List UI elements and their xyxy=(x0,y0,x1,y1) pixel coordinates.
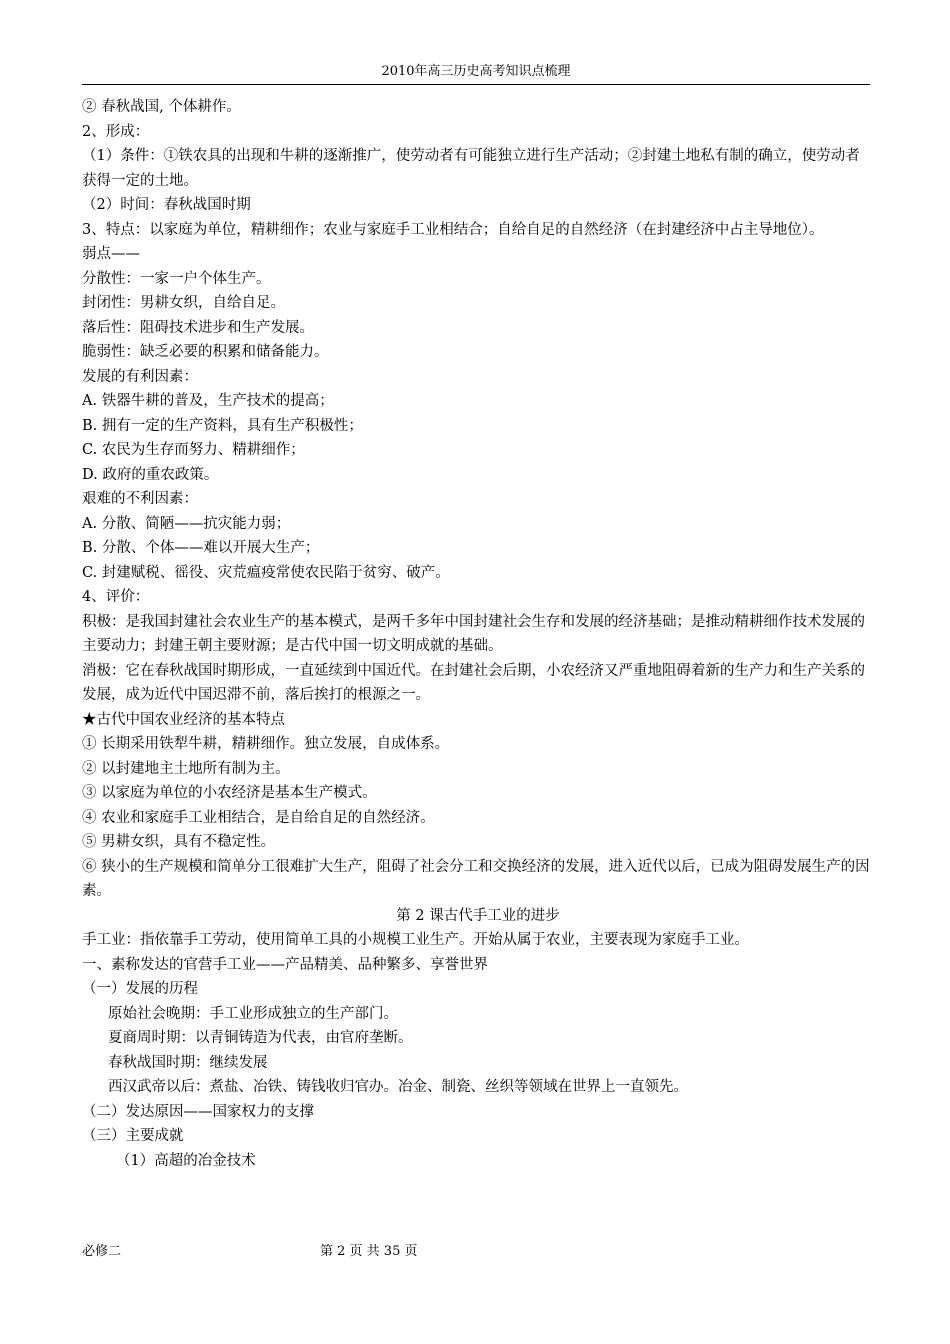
text-line: ★古代中国农业经济的基本特点 xyxy=(82,711,285,728)
text-line: 3、特点：以家庭为单位，精耕细作；农业与家庭手工业相结合；自给自足的自然经济（在封建经济中占主导地位）。 xyxy=(82,221,824,238)
text-line: A. 分散、简陋——抗灾能力弱； xyxy=(82,515,291,532)
text-line: 弱点—— xyxy=(82,246,140,262)
text-line: D. 政府的重农政策。 xyxy=(82,466,219,483)
text-line: 2、形成： xyxy=(82,123,150,140)
text-line: ④ 农业和家庭手工业相结合，是自给自足的自然经济。 xyxy=(82,809,435,826)
text-line: 分散性：一家一户个体生产。 xyxy=(82,270,271,287)
text-line: 西汉武帝以后：煮盐、冶铁、铸钱收归官办。冶金、制瓷、丝织等领域在世界上一直领先。 xyxy=(108,1079,688,1095)
document-body xyxy=(82,95,874,1173)
text-line: 夏商周时期：以青铜铸造为代表，由官府垄断。 xyxy=(108,1030,413,1046)
text-line: ① 长期采用铁犁牛耕，精耕细作。独立发展，自成体系。 xyxy=(82,736,450,752)
text-line: ② 春秋战国, 个体耕作。 xyxy=(82,99,241,115)
header-title: 2010年高三历史高考知识点梳理 xyxy=(381,64,571,79)
footer-page-number: 第 2 页 共 35 页 xyxy=(320,1244,418,1259)
text-line: 脆弱性：缺乏必要的积累和储备能力。 xyxy=(82,344,329,360)
text-line: ③ 以家庭为单位的小农经济是基本生产模式。 xyxy=(82,785,377,801)
text-line: B. 分散、个体——难以开展大生产； xyxy=(82,540,320,556)
lesson-heading: 第 2 课古代手工业的进步 xyxy=(396,907,560,924)
text-line: （2）时间：春秋战国时期 xyxy=(82,197,251,213)
text-line: （1）高超的冶金技术 xyxy=(116,1152,256,1169)
text-line: A. 铁器牛耕的普及，生产技术的提高； xyxy=(82,393,334,409)
text-line: 春秋战国时期：继续发展 xyxy=(108,1054,268,1071)
text-line: 落后性：阻碍技术进步和生产发展。 xyxy=(82,319,314,336)
text-line: 封闭性：男耕女织，自给自足。 xyxy=(82,295,285,311)
text-line: C. 封建赋税、徭役、灾荒瘟疫常使农民陷于贫穷、破产。 xyxy=(82,564,450,581)
text-line: （三）主要成就 xyxy=(82,1128,184,1144)
text-line: ⑥ 狭小的生产规模和简单分工很难扩大生产，阻碍了社会分工和交换经济的发展，进入近代以后，已成为阻碍发展生产的因素。 xyxy=(82,858,870,899)
text-line: ② 以封建地主土地所有制为主。 xyxy=(82,760,290,777)
text-line: C. 农民为生存而努力、精耕细作； xyxy=(82,442,305,458)
text-line: 手工业：指依靠手工劳动，使用简单工具的小规模工业生产。开始从属于农业，主要表现为家庭手工业。 xyxy=(82,932,749,948)
text-line: ⑤ 男耕女织，具有不稳定性。 xyxy=(82,834,276,850)
footer-section-label: 必修二 xyxy=(82,1244,122,1259)
text-line: 原始社会晚期：手工业形成独立的生产部门。 xyxy=(108,1005,398,1022)
text-line: 消极：它在春秋战国时期形成，一直延续到中国近代。在封建社会后期，小农经济又严重地阻碍着新的生产力和生产关系的发展，成为近代中国迟滞不前，落后挨打的根源之一。 xyxy=(82,662,865,703)
text-line: 积极：是我国封建社会农业生产的基本模式，是两千多年中国封建社会生存和发展的经济基础；是推动精耕细作技术发展的主要动力；封建王朝主要财源；是古代中国一切文明成就的基础。 xyxy=(82,613,865,654)
text-line: B. 拥有一定的生产资料，具有生产积极性； xyxy=(82,417,363,434)
text-line: （1）条件：①铁农具的出现和牛耕的逐渐推广，使劳动者有可能独立进行生产活动；②封建土地私有制的确立，使劳动者获得一定的土地。 xyxy=(82,148,860,189)
page-header xyxy=(82,60,870,85)
text-line: 艰难的不利因素： xyxy=(82,491,198,507)
text-line: 一、素称发达的官营手工业——产品精美、品种繁多、享誉世界 xyxy=(82,956,488,973)
text-line: 4、评价： xyxy=(82,589,150,605)
text-line: （一）发展的历程 xyxy=(82,981,198,997)
text-line: 发展的有利因素： xyxy=(82,368,198,385)
text-line: （二）发达原因——国家权力的支撑 xyxy=(82,1103,314,1120)
